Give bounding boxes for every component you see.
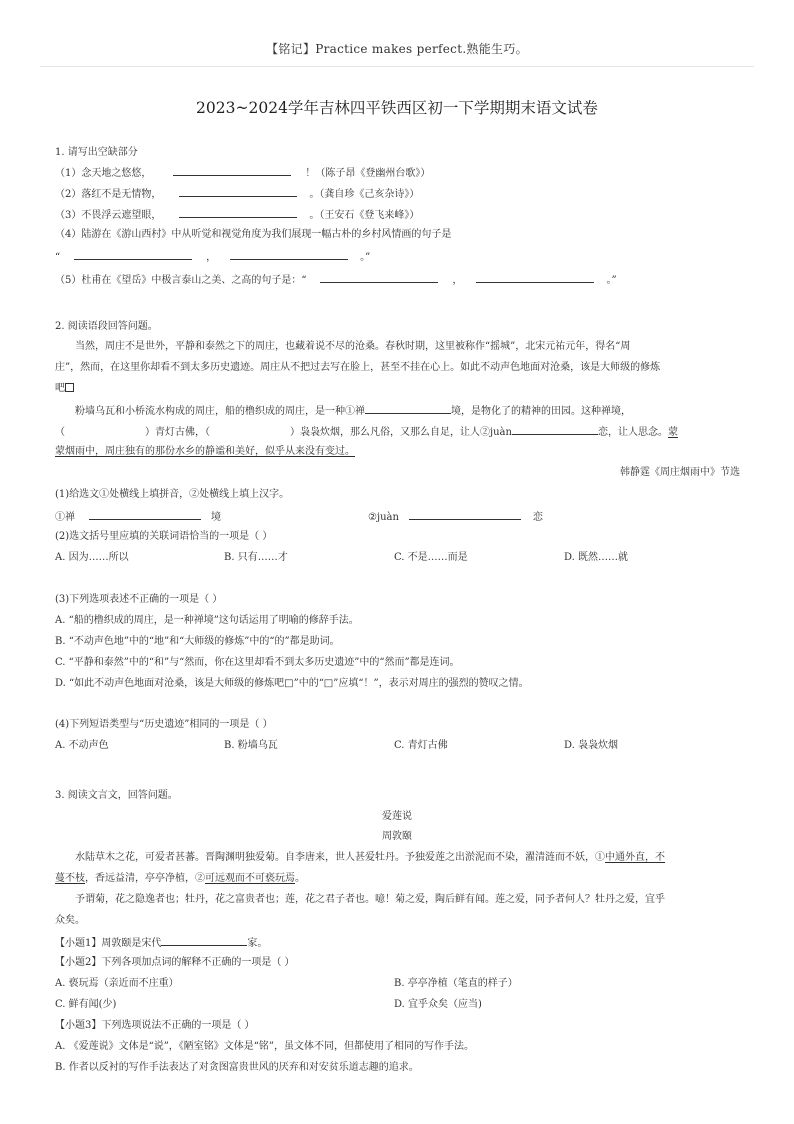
answer-blank[interactable]	[179, 186, 297, 197]
q1-line-2-text: （2）落红不是无情物，	[55, 189, 162, 200]
q1-line-2	[55, 186, 419, 202]
option-a[interactable]: A. 《爱莲说》文体是“说”，《陋室铭》文体是“铭”，虽文体不同，但都使用了相同的写作手法。	[55, 1041, 475, 1052]
answer-suffix-1: 境	[211, 512, 221, 523]
answer-label-2: ②juàn	[368, 512, 399, 523]
close-quote: 。”	[360, 252, 371, 263]
period: 。	[295, 873, 305, 884]
q2-para-2-line-1	[75, 403, 631, 419]
q1-line-5-text: （5）杜甫在《望岳》中极言泰山之美、之高的句子是：“	[55, 275, 307, 286]
answer-blank[interactable]	[179, 207, 297, 218]
option-b[interactable]: B. “不动声色地”中的“地”和“大师级的修炼”中的“的”都是助词。	[55, 636, 340, 647]
q1-line-5	[55, 272, 617, 288]
q3-para-1-cont: ，香远益清，亭亭净植，②	[85, 873, 205, 884]
close-quote: 。”	[606, 275, 617, 286]
passage-title: 爱莲说	[382, 811, 412, 822]
open-quote: “	[55, 252, 61, 263]
q3-sub-1-suffix: 家。	[247, 938, 268, 949]
page-title: 2023~2024学年吉林四平铁西区初一下学期期末语文试卷	[196, 99, 598, 117]
q1-line-4: （4）陆游在《游山西村》中从听觉和视觉角度为我们展现一幅古朴的乡村风情画的句子是	[55, 229, 452, 240]
q1-line-1-text: （1）念天地之悠悠，	[55, 168, 152, 179]
q2-sub-4: (4)下列短语类型与“历史遗迹”相同的一项是（ ）	[55, 719, 273, 730]
answer-2	[368, 509, 543, 525]
answer-blank[interactable]	[230, 249, 348, 260]
option-b[interactable]: B. 只有……才	[224, 552, 288, 563]
q1-line-2-source: 。（龚自珍《己亥杂诗》）	[309, 189, 420, 200]
underlined-text: 蒙	[667, 427, 678, 438]
q1-line-4-blanks	[55, 249, 370, 265]
option-d[interactable]: D. 宜乎众矣（应当)	[394, 999, 482, 1010]
q2-para-2-cont: 境，是物化了的精神的田园。这种禅境，	[451, 406, 631, 417]
option-a[interactable]: A. “船的橹织成的周庄，是一种禅境”这句话运用了明喻的修辞手法。	[55, 615, 359, 626]
page-motto: 【铭记】Practice makes perfect.熟能生巧。	[266, 42, 528, 56]
q1-heading: 1. 请写出空缺部分	[55, 147, 138, 158]
q2-para-1-end: 吧	[55, 383, 65, 394]
q2-para-1-line-3	[55, 382, 74, 396]
q2-para-2-cont: ）袅袅炊烟，那么凡俗，又那么自足，让人②juàn	[290, 427, 512, 438]
q3-sub-1-text: 【小题1】周敦颐是宋代	[55, 938, 162, 949]
option-d[interactable]: D. 既然……就	[564, 552, 629, 563]
comma: ，	[206, 252, 217, 263]
q2-sub-2: (2)选文括号里应填的关联词语恰当的一项是（ ）	[55, 531, 273, 542]
q2-heading: 2. 阅读语段回答问题。	[55, 321, 158, 332]
q2-sub-1-answers	[55, 509, 543, 525]
option-a[interactable]: A. 因为……所以	[55, 552, 129, 563]
answer-blank[interactable]	[173, 165, 291, 176]
underlined-text: 蔓不枝	[55, 873, 85, 884]
q2-para-2-text: 粉墙乌瓦和小桥流水构成的周庄，船的橹织成的周庄，是一种①禅	[75, 406, 365, 417]
q1-line-3	[55, 207, 419, 223]
underlined-text: 中通外直，不	[605, 852, 665, 863]
q2-para-2-cont: 恋，让人思念。	[597, 427, 668, 438]
answer-blank[interactable]	[89, 509, 201, 520]
answer-label-1: ①禅	[55, 512, 75, 523]
q3-para-1-line-1	[75, 851, 665, 865]
q3-para-1-text: 水陆草木之花，可爱者甚蕃。晋陶渊明独爱菊。自李唐来，世人甚爱牡丹。予独爱莲之出淤泥而不染，濯清涟而不妖，①	[75, 852, 605, 863]
q3-para-1-line-2	[55, 872, 305, 886]
option-c[interactable]: C. 青灯古佛	[394, 740, 448, 751]
q3-sub-2: 【小题2】下列各项加点词的解释不正确的一项是（ ）	[55, 957, 295, 968]
underlined-text: 可远观而不可亵玩焉	[205, 873, 295, 884]
q3-para-2-line-2: 众矣。	[55, 915, 85, 926]
q3-sub-1	[55, 935, 267, 951]
passage-author: 周敦颐	[382, 831, 412, 842]
option-c[interactable]: C. 鲜有闻(少)	[55, 999, 117, 1010]
blank-box	[65, 383, 74, 392]
answer-blank[interactable]	[74, 249, 192, 260]
pinyin-blank[interactable]	[365, 403, 451, 414]
option-b[interactable]: B. 粉墙乌瓦	[224, 740, 278, 751]
option-c[interactable]: C. 不是……而是	[394, 552, 468, 563]
q2-para-1-line-1: 当然，周庄不是世外，平静和泰然之下的周庄，也藏着说不尽的沧桑。春秋时期，这里被称作“摇城”，北宋元祐元年，得名“周	[75, 341, 631, 352]
q3-para-2-line-1: 予谓菊，花之隐逸者也；牡丹，花之富贵者也；莲，花之君子者也。噫！菊之爱，陶后鲜有闻。莲之爱，同予者何人？牡丹之爱，宜乎	[75, 894, 665, 905]
paren-open: （	[55, 427, 65, 438]
q2-sub-3: (3)下列选项表述不正确的一项是（ ）	[55, 594, 223, 605]
answer-suffix-2: 恋	[532, 512, 543, 523]
q2-para-2-line-2	[55, 424, 678, 440]
q1-line-1-source: ！（陈子昂《登幽州台歌》）	[305, 168, 431, 179]
q3-heading: 3. 阅读文言文，回答问题。	[55, 790, 178, 801]
answer-blank[interactable]	[409, 509, 521, 520]
option-c[interactable]: C. “平静和泰然”中的“和”与“然而，你在这里却看不到太多历史遗迹”中的“然而”都是连词。	[55, 657, 460, 668]
q2-para-1-line-2: 庄”，然而，在这里你却看不到太多历史遗迹。周庄从不把过去写在脸上，甚至不挂在心上。如此不动声色地面对沧桑，该是大师级的修炼	[55, 362, 661, 373]
header-divider	[40, 66, 754, 67]
char-blank[interactable]	[512, 424, 598, 435]
q2-para-2-cont: ）青灯古佛，（	[145, 427, 210, 438]
answer-blank[interactable]	[161, 935, 247, 946]
q3-sub-3: 【小题3】下列选项说法不正确的一项是（ ）	[55, 1020, 255, 1031]
option-b[interactable]: B. 亭亭净植（笔直的样子）	[394, 978, 518, 989]
option-b[interactable]: B. 作者以反衬的写作手法表达了对贪图富贵世风的厌弃和对安贫乐道志趣的追求。	[55, 1062, 419, 1073]
answer-blank[interactable]	[320, 272, 438, 283]
option-a[interactable]: A. 不动声色	[55, 740, 109, 751]
q1-line-1	[55, 165, 430, 181]
option-d[interactable]: D. 袅袅炊烟	[564, 740, 619, 751]
q1-line-3-text: （3）不畏浮云遮望眼，	[55, 210, 162, 221]
answer-blank[interactable]	[476, 272, 594, 283]
option-a[interactable]: A. 亵玩焉（亲近而不庄重）	[55, 978, 179, 989]
option-d[interactable]: D. “如此不动声色地面对沧桑，该是大师级的修炼吧□”中的“□”应填“！”，表示对周庄的强烈的赞叹之情。	[55, 678, 529, 689]
q2-sub-1: (1)给选文①处横线上填拼音，②处横线上填上汉字。	[55, 489, 290, 500]
comma: ，	[452, 275, 463, 286]
q2-source: 韩静霆《周庄烟雨中》节选	[620, 467, 740, 478]
q2-para-2-line-3: 蒙烟雨中，周庄独有的那份水乡的静谧和美好，似乎从来没有变过。	[55, 446, 355, 457]
q1-line-3-source: 。（王安石《登飞来峰》）	[309, 210, 420, 221]
